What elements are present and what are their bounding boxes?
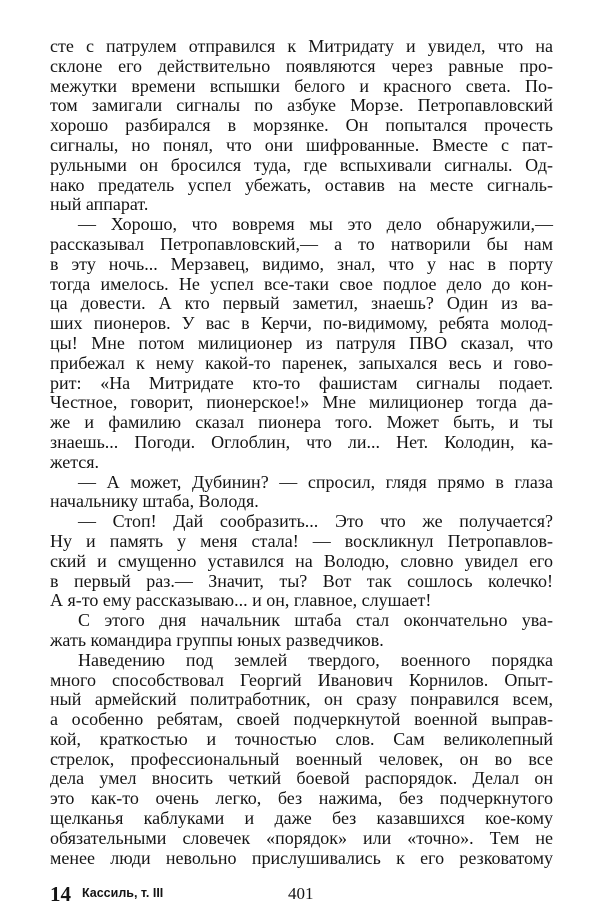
text-line: стрелок, профессиональный военный человек, он во все — [50, 748, 553, 769]
text-line: том замигали сигналы по азбуке Морзе. Петропавловский — [50, 95, 553, 116]
text-line: дела умел вносить четкий боевой распорядок. Делал он — [50, 768, 553, 789]
text-line: ный аппарат. — [50, 194, 149, 215]
text-line: ших пионеров. У вас в Керчи, по-видимому, ребята молод- — [50, 313, 553, 334]
text-line: же и фамилию сказал пионера того. Может быть, и ты — [50, 412, 553, 433]
text-line: ца довести. А кто первый заметил, знаешь? Один из ва- — [50, 293, 553, 314]
text-line: в эту ночь... Мерзавец, видимо, знал, что у нас в порту — [50, 253, 553, 274]
signature-text: Кассиль, т. III — [82, 886, 164, 900]
text-line: обязательными словечек «порядок» или «точно». Тем не — [50, 827, 553, 848]
text-line: прибежал к нему какой-то паренек, запыхался весь и гово- — [50, 352, 553, 373]
text-line: — А может, Дубинин? — спросил, глядя прямо в глаза — [78, 471, 553, 492]
text-line: сте с патрулем отправился к Митридату и увидел, что на — [50, 36, 553, 56]
text-line: ный армейский политработник, он сразу понравился всем, — [50, 689, 553, 710]
page-footer — [50, 882, 553, 906]
text-line: а особенно ребятам, своей подчеркнутой военной выправ- — [50, 709, 553, 730]
text-line: знаешь... Погоди. Оглоблин, что ли... Нет. Колодин, ка- — [50, 431, 553, 452]
text-line: — Хорошо, что вовремя мы это дело обнаружили,— — [78, 214, 553, 235]
body-text — [50, 37, 553, 868]
text-line: сигналы, но понял, что они шифрованные. Вместе с пат- — [50, 134, 553, 155]
text-line: кой, краткостью и точностью слов. Сам великолепный — [50, 728, 553, 749]
text-line: рульными он бросился туда, где вспыхивали сигналы. Од- — [50, 154, 553, 175]
text-line: это как-то очень легко, без нажима, без подчеркнутого — [50, 788, 553, 809]
text-line: жется. — [50, 451, 100, 472]
text-line: щелканья каблуками и даже без казавшихся кое-кому — [50, 808, 553, 829]
text-line: С этого дня начальник штаба стал окончательно ува- — [78, 610, 553, 631]
text-line: нако предатель успел убежать, оставив на месте сигналь- — [50, 174, 553, 195]
text-line: Наведению под землей твердого, военного порядка — [78, 649, 553, 670]
text-line: хорошо разбирался в морзянке. Он попытался прочесть — [50, 115, 553, 136]
text-line: много способствовал Георгий Иванович Корнилов. Опыт- — [50, 669, 553, 690]
text-line: А я-то ему рассказываю... и он, главное, слушает! — [50, 590, 432, 611]
signature-number: 14 — [50, 882, 71, 906]
text-line: тогда имелось. Не успел все-таки свое подлое дело до кон- — [50, 273, 553, 294]
text-line: рассказывал Петропавловский,— а то натворили бы нам — [50, 233, 553, 254]
text-line: Честное, говорит, пионерское!» Мне милиционер тогда да- — [50, 392, 553, 413]
page-number: 401 — [288, 884, 314, 903]
text-line: рит: «На Митридате кто-то фашистам сигналы подает. — [50, 372, 553, 393]
text-line: склоне его действительно появляются через равные про- — [50, 55, 553, 76]
text-line: цы! Мне потом милиционер из патруля ПВО сказал, что — [50, 332, 553, 353]
text-line: менее люди невольно прислушивались к его резковатому — [50, 847, 553, 868]
text-line: Ну и память у меня стала! — воскликнул Петропавлов- — [50, 530, 553, 551]
text-line: начальнику штаба, Володя. — [50, 491, 259, 512]
text-line: межутки времени вспышки белого и красного света. По- — [50, 75, 553, 96]
text-line: ский и смущенно уставился на Володю, словно увидел его — [50, 550, 553, 571]
text-line: в первый раз.— Значит, ты? Вот так сошлось колечко! — [50, 570, 553, 591]
text-line: — Стоп! Дай сообразить... Это что же получается? — [78, 511, 553, 532]
text-line: жать командира группы юных разведчиков. — [50, 629, 384, 650]
